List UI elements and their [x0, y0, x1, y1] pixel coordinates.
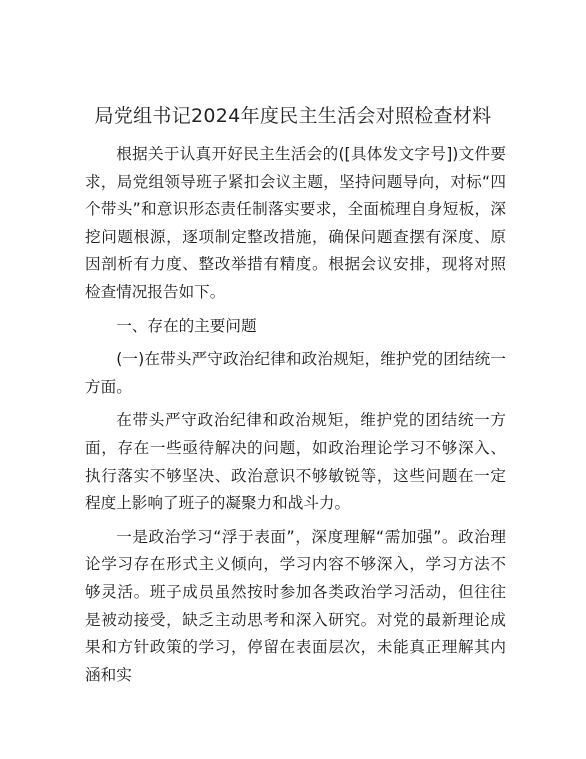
section-heading: 一、存在的主要问题	[116, 316, 257, 335]
document-body	[85, 141, 506, 695]
body-paragraph: 一是政治学习“浮于表面”，深度理解“需加强”。政治理论学习存在形式主义倾向，学习内容不够深入，学习方法不够灵活。班子成员虽然按时参加各类政治学习活动，但往往是被动接受，缺乏主动思考和深入研究。对党的最新理论成果和方针政策的学习，停留在表面层次，未能真正理解其内涵和实	[85, 527, 506, 684]
intro-paragraph: 根据关于认真开好民主生活会的([具体发文字号])文件要求，局党组领导班子紧扣会议主题，坚持问题导向，对标“四个带头”和意识形态责任制落实要求，全面梳理自身短板，深挖问题根源，逐项制定整改措施，确保问题查摆有深度、原因剖析有力度、整改举措有精度。根据会议安排，现将对照检查情况报告如下。	[85, 145, 506, 301]
subsection-heading: (一)在带头严守政治纪律和政治规矩，维护党的团结统一方面。	[85, 350, 506, 396]
body-paragraph: 在带头严守政治纪律和政治规矩，维护党的团结统一方面，存在一些亟待解决的问题，如政治理论学习不够深入、执行落实不够坚决、政治意识不够敏锐等，这些问题在一定程度上影响了班子的凝聚力和战斗力。	[85, 411, 506, 513]
document-title: 局党组书记2024年度民主生活会对照检查材料	[94, 105, 492, 127]
